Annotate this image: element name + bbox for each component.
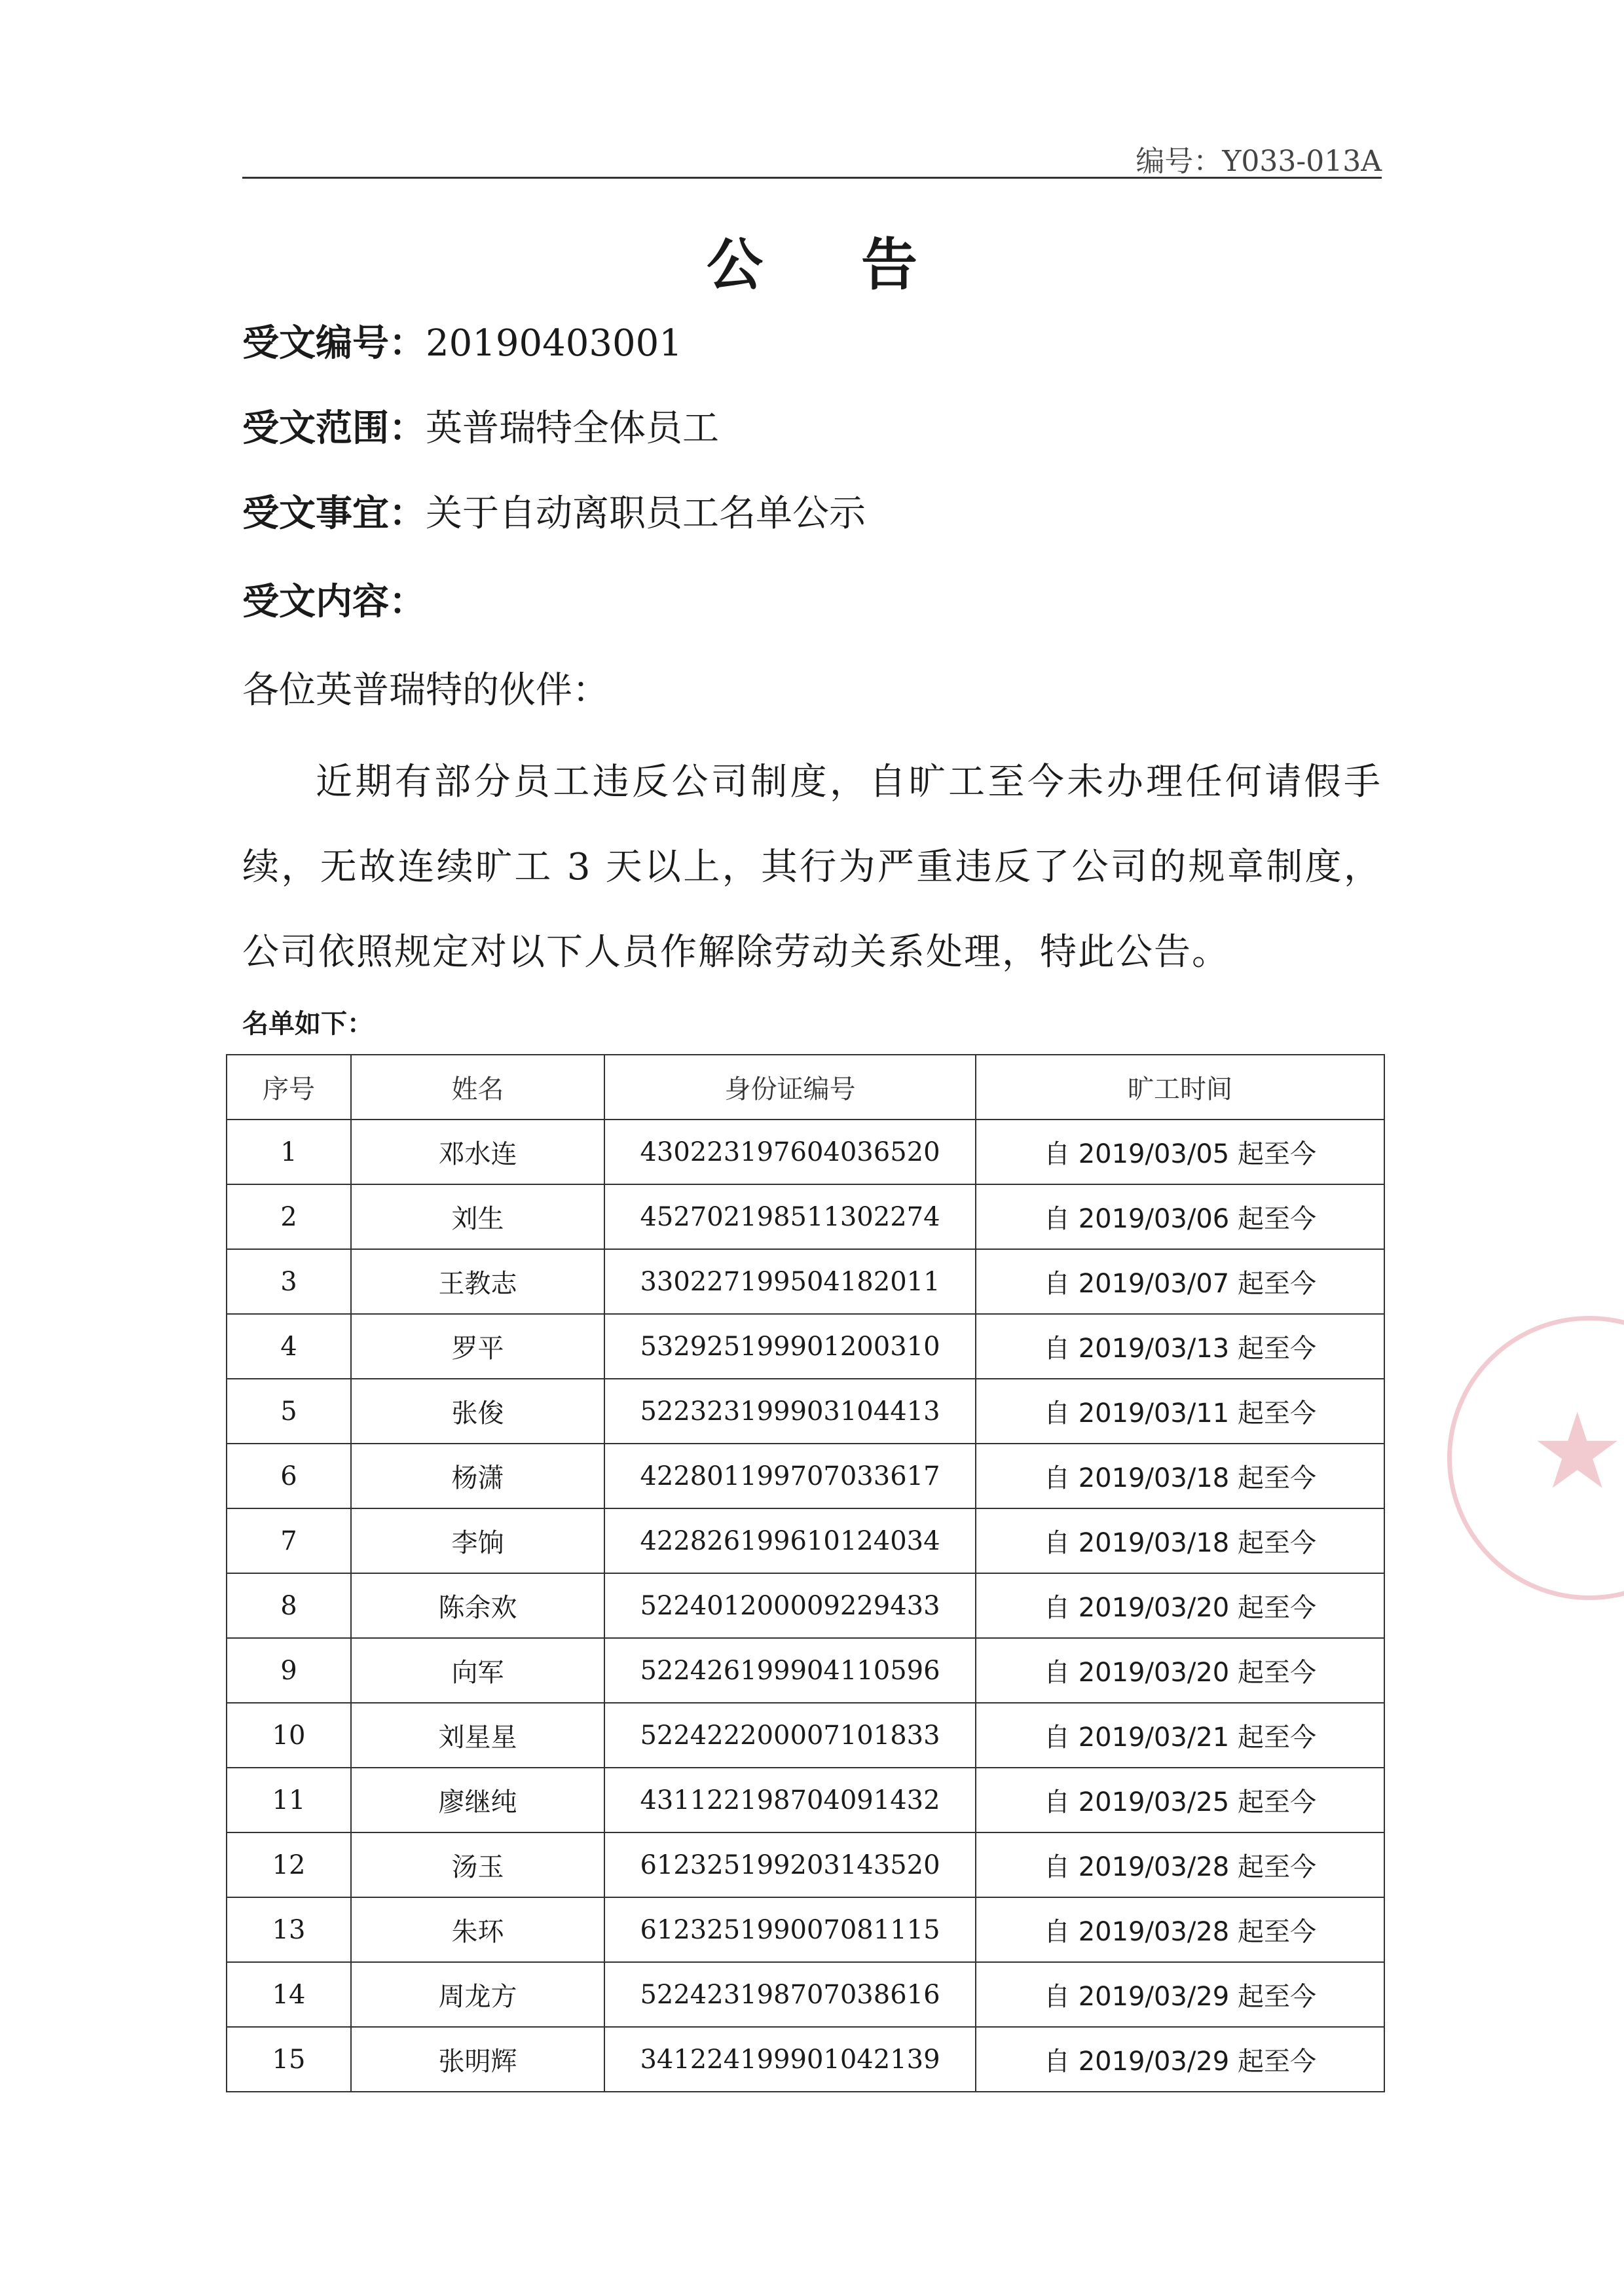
cell-name: 陈余欢 [351,1573,604,1638]
cell-name: 周龙方 [351,1962,604,2027]
field-value: 英普瑞特全体员工 [426,407,719,450]
table-row [227,1897,1384,1962]
cell-no: 5 [227,1379,351,1444]
cell-time: 自 2019/03/29 起至今 [976,2027,1384,2092]
seal-star-icon: ★ [1530,1390,1624,1512]
cell-no: 12 [227,1832,351,1897]
cell-time: 自 2019/03/06 起至今 [976,1184,1384,1249]
field-scope [242,399,719,452]
cell-no: 6 [227,1444,351,1508]
cell-no: 9 [227,1638,351,1703]
cell-id: 430223197604036520 [604,1120,976,1184]
cell-id: 422826199610124034 [604,1508,976,1573]
employee-table [226,1054,1385,2092]
cell-id: 612325199007081115 [604,1897,976,1962]
cell-time: 自 2019/03/28 起至今 [976,1897,1384,1962]
cell-time: 自 2019/03/11 起至今 [976,1379,1384,1444]
cell-name: 朱环 [351,1897,604,1962]
cell-time: 自 2019/03/18 起至今 [976,1444,1384,1508]
header-name: 姓名 [351,1055,604,1120]
cell-no: 1 [227,1120,351,1184]
cell-time: 自 2019/03/28 起至今 [976,1832,1384,1897]
field-label: 受文编号： [242,322,426,365]
cell-id: 431122198704091432 [604,1768,976,1832]
table-row [227,1768,1384,1832]
table-body [227,1120,1384,2092]
table-row [227,1962,1384,2027]
cell-name: 向军 [351,1638,604,1703]
company-seal [1447,1316,1624,1600]
table-row [227,1703,1384,1768]
cell-time: 自 2019/03/20 起至今 [976,1573,1384,1638]
list-label: 名单如下： [242,1009,373,1039]
cell-name: 张俊 [351,1379,604,1444]
cell-id: 612325199203143520 [604,1832,976,1897]
cell-time: 自 2019/03/29 起至今 [976,1962,1384,2027]
cell-id: 452702198511302274 [604,1184,976,1249]
table-row [227,1444,1384,1508]
cell-no: 11 [227,1768,351,1832]
cell-time: 自 2019/03/18 起至今 [976,1508,1384,1573]
cell-no: 10 [227,1703,351,1768]
table-row [227,1379,1384,1444]
cell-time: 自 2019/03/05 起至今 [976,1120,1384,1184]
header-id: 身份证编号 [604,1055,976,1120]
cell-time: 自 2019/03/25 起至今 [976,1768,1384,1832]
table-row [227,1249,1384,1314]
field-doc-number [242,314,682,367]
page-title: 公 告 [707,232,957,298]
field-label: 受文内容： [242,581,426,623]
cell-name: 李饷 [351,1508,604,1573]
cell-name: 邓水连 [351,1120,604,1184]
cell-no: 2 [227,1184,351,1249]
table-row [227,1832,1384,1897]
cell-id: 522401200009229433 [604,1573,976,1638]
document-code: 编号：Y033-013A [1135,145,1382,178]
cell-no: 14 [227,1962,351,2027]
cell-name: 罗平 [351,1314,604,1379]
table-row [227,1508,1384,1573]
cell-id: 341224199901042139 [604,2027,976,2092]
cell-id: 522426199904110596 [604,1638,976,1703]
body-paragraph: 近期有部分员工违反公司制度，自旷工至今未办理任何请假手续，无故连续旷工 3 天以上，其行为严重违反了公司的规章制度，公司依照规定对以下人员作解除劳动关系处理，特此公告。 [242,761,1382,974]
cell-no: 3 [227,1249,351,1314]
table-header-row [227,1055,1384,1120]
cell-id: 422801199707033617 [604,1444,976,1508]
greeting: 各位英普瑞特的伙伴： [242,669,609,712]
cell-time: 自 2019/03/21 起至今 [976,1703,1384,1768]
cell-name: 张明辉 [351,2027,604,2092]
cell-id: 522422200007101833 [604,1703,976,1768]
table-row [227,1184,1384,1249]
header-time: 旷工时间 [976,1055,1384,1120]
cell-no: 4 [227,1314,351,1379]
table-row [227,2027,1384,2092]
cell-name: 杨潇 [351,1444,604,1508]
table-row [227,1120,1384,1184]
field-value: 关于自动离职员工名单公示 [426,492,866,535]
cell-no: 13 [227,1897,351,1962]
field-subject [242,484,866,537]
field-content [242,573,426,625]
cell-id: 330227199504182011 [604,1249,976,1314]
header-rule [242,177,1382,179]
table-row [227,1638,1384,1703]
cell-time: 自 2019/03/13 起至今 [976,1314,1384,1379]
cell-id: 532925199901200310 [604,1314,976,1379]
cell-name: 廖继纯 [351,1768,604,1832]
cell-name: 王教志 [351,1249,604,1314]
cell-name: 刘星星 [351,1703,604,1768]
cell-time: 自 2019/03/20 起至今 [976,1638,1384,1703]
table-row [227,1314,1384,1379]
cell-name: 汤玉 [351,1832,604,1897]
table-row [227,1573,1384,1638]
field-value: 20190403001 [426,322,682,365]
field-label: 受文事宜： [242,492,426,535]
cell-no: 8 [227,1573,351,1638]
header-no: 序号 [227,1055,351,1120]
field-label: 受文范围： [242,407,426,450]
cell-no: 15 [227,2027,351,2092]
cell-id: 522323199903104413 [604,1379,976,1444]
cell-time: 自 2019/03/07 起至今 [976,1249,1384,1314]
cell-no: 7 [227,1508,351,1573]
cell-id: 522423198707038616 [604,1962,976,2027]
cell-name: 刘生 [351,1184,604,1249]
